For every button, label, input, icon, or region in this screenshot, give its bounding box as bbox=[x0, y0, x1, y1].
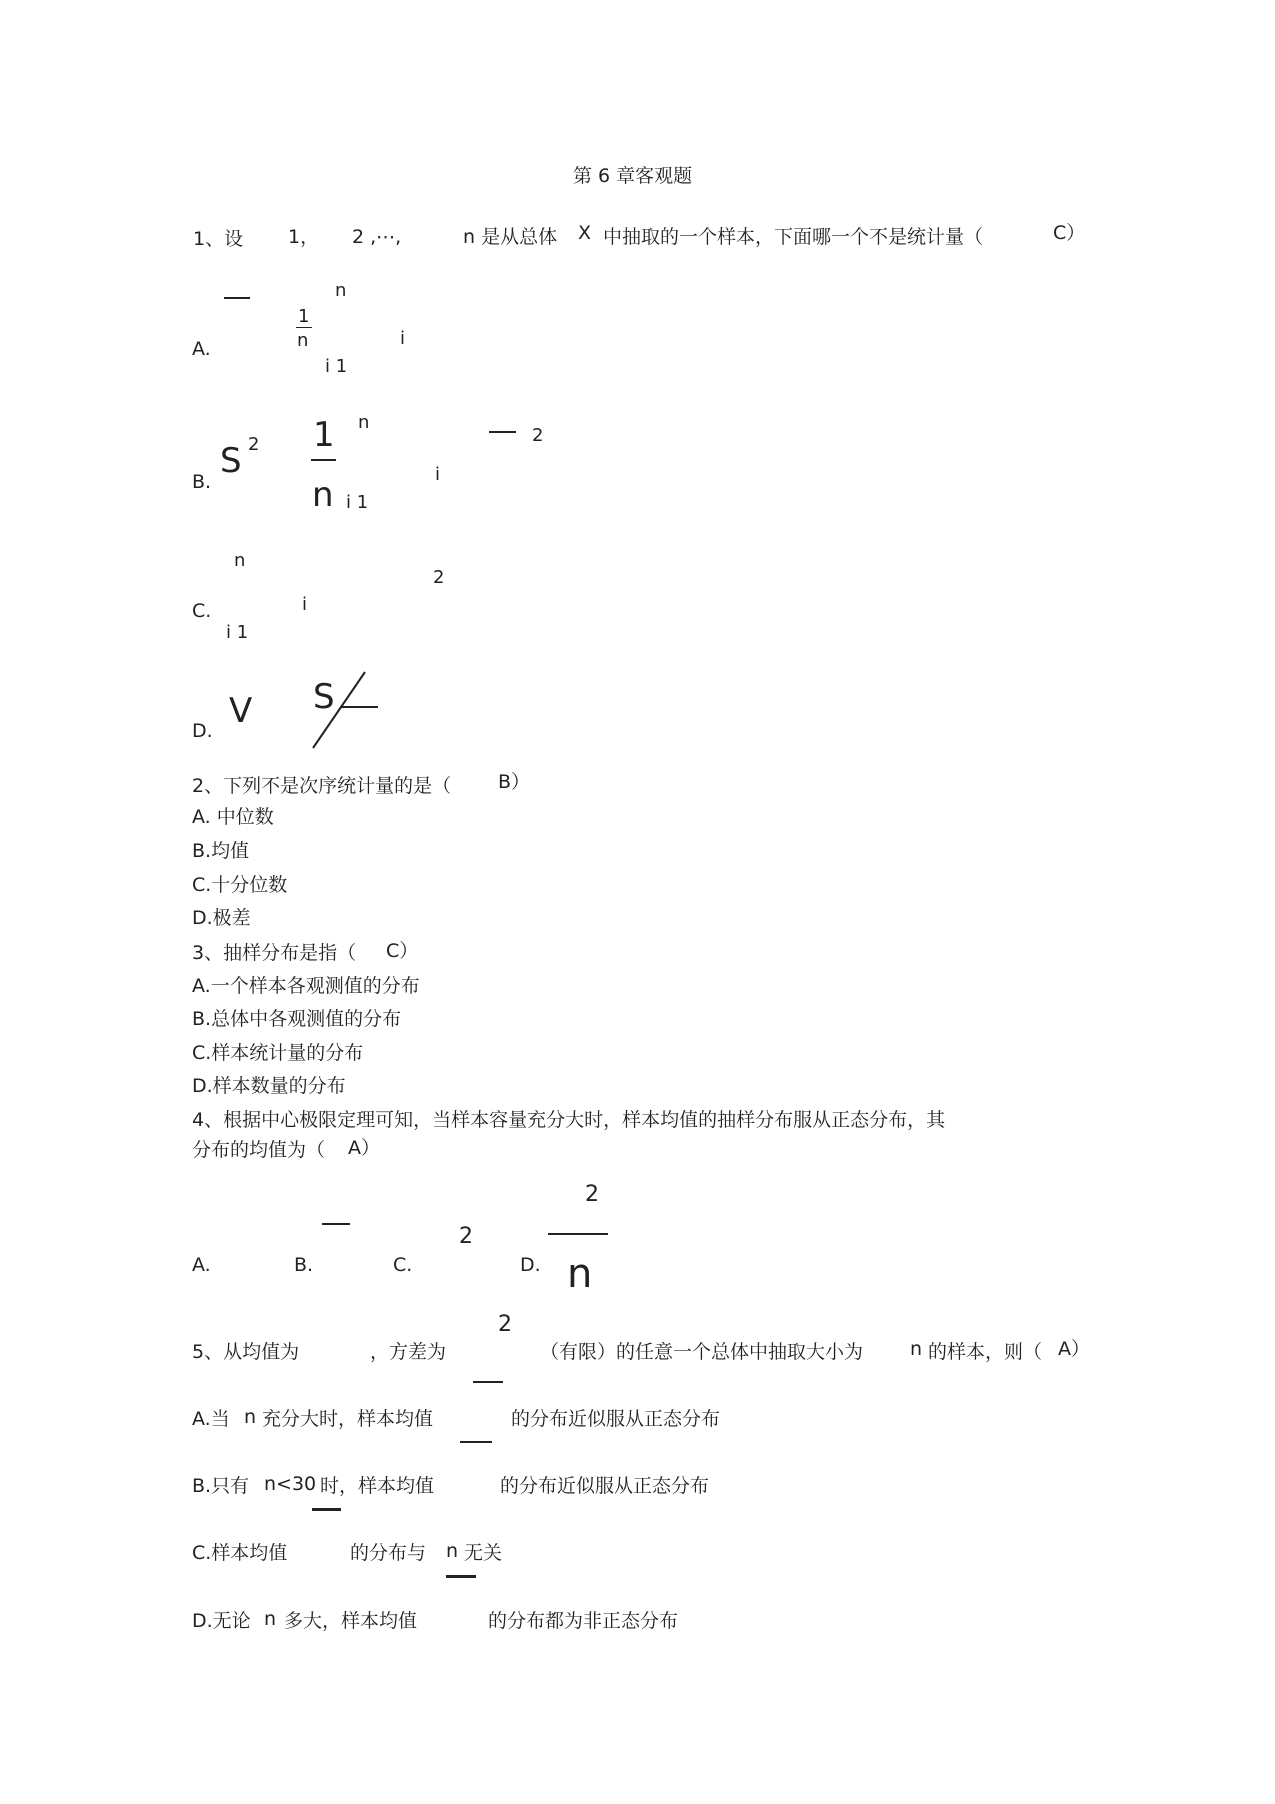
q3-option-a: A.一个样本各观测值的分布 bbox=[192, 975, 420, 997]
q3-stem: 3、抽样分布是指（ bbox=[192, 942, 357, 964]
q1-a-sub: i 1 bbox=[325, 356, 348, 377]
q5-b-mean-bar bbox=[312, 1508, 341, 1511]
q5-c-p3: 无关 bbox=[464, 1542, 503, 1564]
q4-c-exp: 2 bbox=[459, 1224, 473, 1249]
q1-b-exp: 2 bbox=[248, 434, 260, 455]
q5-finite: （有限）的任意一个总体中抽取大小为 bbox=[540, 1341, 864, 1363]
q1-b-n-top: n bbox=[358, 412, 370, 433]
q4-option-d: D. bbox=[520, 1254, 541, 1276]
q1-b-s: S bbox=[220, 441, 242, 481]
q1-b-sub: i 1 bbox=[346, 492, 369, 513]
q2-option-c: C.十分位数 bbox=[192, 874, 288, 896]
q1-b-mean-bar bbox=[489, 431, 516, 433]
q5-sample: 的样本，则（ bbox=[928, 1341, 1043, 1363]
q5-d-p2: 多大，样本均值 bbox=[284, 1610, 418, 1632]
q1-b-frac-line bbox=[311, 459, 336, 461]
q4-b-mean-bar bbox=[322, 1223, 350, 1225]
q5-variance: ，方差为 bbox=[370, 1341, 447, 1363]
q5-c-n: n bbox=[446, 1540, 459, 1562]
q2-option-a: A. 中位数 bbox=[192, 806, 274, 828]
q1-d-label: D. bbox=[192, 720, 213, 742]
q5-b-p2: 时，样本均值 bbox=[320, 1475, 435, 1497]
q4-d-num: 2 bbox=[585, 1182, 599, 1207]
q4-line1: 4、根据中心极限定理可知，当样本容量充分大时，样本均值的抽样分布服从正态分布，其 bbox=[192, 1109, 946, 1131]
q1-n-text: n 是从总体 bbox=[463, 226, 558, 248]
q1-d-v: V bbox=[229, 691, 253, 731]
q1-c-sub: i 1 bbox=[226, 622, 249, 643]
q4-d-den: n bbox=[567, 1251, 593, 1297]
q1-answer: C） bbox=[1053, 222, 1086, 244]
q4-option-b: B. bbox=[294, 1254, 314, 1276]
q1-a-frac-line bbox=[296, 327, 312, 328]
q5-a-mean-bar bbox=[460, 1441, 492, 1443]
q1-c-label: C. bbox=[192, 600, 212, 622]
q5-a-n: n bbox=[244, 1406, 257, 1428]
q1-a-frac-den: n bbox=[297, 330, 309, 351]
q5-a-p3: 的分布近似服从正态分布 bbox=[511, 1408, 721, 1430]
q1-stem: 1、设 bbox=[193, 228, 244, 250]
q3-option-d: D.样本数量的分布 bbox=[192, 1075, 346, 1097]
q5-c-mean-bar bbox=[446, 1575, 476, 1578]
q4-line2: 分布的均值为（ bbox=[192, 1139, 326, 1161]
q1-a-label: A. bbox=[192, 338, 211, 360]
q1-a-frac-num: 1 bbox=[298, 306, 310, 327]
q1-a-n-top: n bbox=[335, 280, 347, 301]
q1-b-index: i bbox=[435, 464, 441, 485]
q5-a-p2: 充分大时，样本均值 bbox=[262, 1408, 434, 1430]
q4-option-a: A. bbox=[192, 1254, 211, 1276]
q2-option-d: D.极差 bbox=[192, 907, 251, 929]
q4-d-frac-line bbox=[548, 1233, 608, 1235]
q5-sigma-bar bbox=[473, 1381, 503, 1383]
q4-answer: A） bbox=[348, 1137, 380, 1159]
q3-answer: C） bbox=[386, 940, 419, 962]
q1-b-label: B. bbox=[192, 471, 212, 493]
q2-answer: B） bbox=[498, 771, 531, 793]
q1-d-fraction-slash bbox=[305, 670, 371, 752]
page-title: 第 6 章客观题 bbox=[573, 165, 693, 187]
q1-sym2: 2 ,⋯, bbox=[352, 226, 402, 248]
q2-option-b: B.均值 bbox=[192, 840, 250, 862]
q5-stem: 5、从均值为 bbox=[192, 1341, 300, 1363]
q5-c-p1: C.样本均值 bbox=[192, 1542, 288, 1564]
q1-c-index: i bbox=[302, 594, 308, 615]
q5-n: n bbox=[910, 1338, 923, 1360]
q2-stem: 2、下列不是次序统计量的是（ bbox=[192, 775, 452, 797]
q5-exp: 2 bbox=[498, 1312, 512, 1337]
q5-d-n: n bbox=[264, 1608, 277, 1630]
q5-d-p3: 的分布都为非正态分布 bbox=[488, 1610, 679, 1632]
q1-a-index: i bbox=[400, 328, 406, 349]
q5-d-p1: D.无论 bbox=[192, 1610, 251, 1632]
q5-b-n: n<30 bbox=[264, 1473, 317, 1495]
q1-c-n-top: n bbox=[234, 550, 246, 571]
q1-rest: 中抽取的一个样本，下面哪一个不是统计量（ bbox=[603, 226, 984, 248]
q1-d-s: S bbox=[313, 677, 335, 717]
q1-a-overbar bbox=[224, 297, 250, 299]
q5-b-p1: B.只有 bbox=[192, 1475, 250, 1497]
q1-b-frac-den: n bbox=[312, 475, 334, 515]
q1-population-x: X bbox=[578, 222, 592, 244]
q5-c-p2: 的分布与 bbox=[350, 1542, 427, 1564]
q5-b-p3: 的分布近似服从正态分布 bbox=[500, 1475, 710, 1497]
q3-option-b: B.总体中各观测值的分布 bbox=[192, 1008, 402, 1030]
q1-sym1: 1， bbox=[288, 226, 320, 248]
q1-b-square: 2 bbox=[532, 425, 544, 446]
q1-b-frac-num: 1 bbox=[313, 415, 335, 455]
q4-option-c: C. bbox=[393, 1254, 413, 1276]
q5-a-p1: A.当 bbox=[192, 1408, 230, 1430]
q3-option-c: C.样本统计量的分布 bbox=[192, 1042, 364, 1064]
q1-c-square: 2 bbox=[433, 567, 445, 588]
q5-answer: A） bbox=[1058, 1338, 1090, 1360]
